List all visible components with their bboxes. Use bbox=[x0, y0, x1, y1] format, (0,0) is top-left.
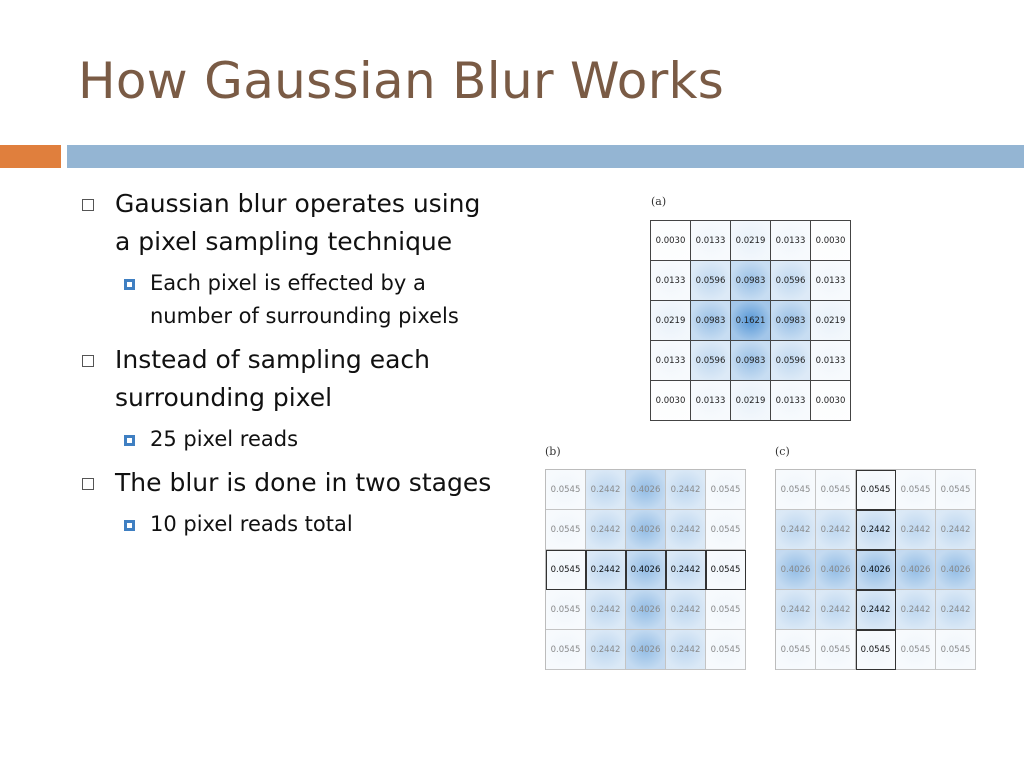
grid-b-cell: 0.0545 bbox=[546, 590, 586, 630]
grid-a-cell: 0.0030 bbox=[651, 381, 691, 421]
grid-a-cell: 0.0983 bbox=[691, 301, 731, 341]
grid-c-cell: 0.4026 bbox=[816, 550, 856, 590]
grid-b-cell: 0.0545 bbox=[706, 630, 746, 670]
grid-b-cell: 0.2442 bbox=[586, 550, 626, 590]
grid-c-cell: 0.4026 bbox=[896, 550, 936, 590]
grid-a-cell: 0.0133 bbox=[691, 221, 731, 261]
grid-c-cell: 0.2442 bbox=[816, 510, 856, 550]
grid-b-cell: 0.0545 bbox=[546, 550, 586, 590]
grid-b-cell: 0.0545 bbox=[706, 550, 746, 590]
sub-bullet-text: Each pixel is effected by a number of surrounding pixels bbox=[150, 271, 459, 328]
grid-a-cell: 0.0133 bbox=[811, 341, 851, 381]
grid-c-cell: 0.0545 bbox=[936, 470, 976, 510]
grid-c-cell: 0.2442 bbox=[896, 590, 936, 630]
grid-a-cell: 0.1621 bbox=[731, 301, 771, 341]
grid-b-cell: 0.4026 bbox=[626, 590, 666, 630]
grid-c-cell: 0.0545 bbox=[896, 470, 936, 510]
grid-c-cell: 0.2442 bbox=[936, 510, 976, 550]
grid-a-cell: 0.0219 bbox=[731, 381, 771, 421]
sub-bullet-item bbox=[120, 423, 500, 456]
grid-b-cell: 0.2442 bbox=[666, 550, 706, 590]
grid-a-cell: 0.0030 bbox=[651, 221, 691, 261]
grid-a-cell: 0.0133 bbox=[811, 261, 851, 301]
title-accent-bar-orange bbox=[0, 145, 61, 168]
grid-c-cell: 0.2442 bbox=[776, 590, 816, 630]
figure-a-label: (a) bbox=[651, 195, 667, 208]
slide-title: How Gaussian Blur Works bbox=[78, 52, 725, 110]
grid-b-cell: 0.2442 bbox=[586, 510, 626, 550]
grid-a-cell: 0.0596 bbox=[691, 341, 731, 381]
grid-a-cell: 0.0030 bbox=[811, 381, 851, 421]
figure-b-label: (b) bbox=[545, 445, 561, 458]
grid-c-cell: 0.2442 bbox=[936, 590, 976, 630]
grid-a-cell: 0.0219 bbox=[811, 301, 851, 341]
grid-a-cell: 0.0596 bbox=[691, 261, 731, 301]
bullet-list bbox=[80, 185, 500, 549]
sub-bullet-text: 10 pixel reads total bbox=[150, 512, 353, 536]
grid-c-cell: 0.2442 bbox=[856, 510, 896, 550]
grid-c-cell: 0.0545 bbox=[816, 470, 856, 510]
square-sub-bullet-icon bbox=[124, 520, 135, 531]
grid-b-cell: 0.0545 bbox=[546, 510, 586, 550]
grid-a-cell: 0.0983 bbox=[731, 261, 771, 301]
grid-c-cell: 0.4026 bbox=[776, 550, 816, 590]
grid-c-cell: 0.4026 bbox=[856, 550, 896, 590]
grid-b-cell: 0.2442 bbox=[586, 470, 626, 510]
grid-c-cell: 0.0545 bbox=[816, 630, 856, 670]
bullet-text: Gaussian blur operates using a pixel sampling technique bbox=[115, 189, 481, 256]
grid-b-cell: 0.0545 bbox=[546, 630, 586, 670]
title-accent-bar-blue bbox=[67, 145, 1024, 168]
grid-c-cell: 0.4026 bbox=[936, 550, 976, 590]
grid-b-cell: 0.4026 bbox=[626, 470, 666, 510]
kernel-grid-a bbox=[650, 220, 851, 421]
grid-a-cell: 0.0219 bbox=[731, 221, 771, 261]
grid-a-cell: 0.0030 bbox=[811, 221, 851, 261]
bullet-item bbox=[80, 464, 500, 502]
grid-c-cell: 0.0545 bbox=[856, 630, 896, 670]
grid-a-cell: 0.0596 bbox=[771, 261, 811, 301]
grid-c-cell: 0.2442 bbox=[776, 510, 816, 550]
grid-b-cell: 0.2442 bbox=[586, 590, 626, 630]
sub-bullet-item bbox=[120, 267, 500, 333]
square-bullet-icon bbox=[82, 355, 94, 367]
grid-b-cell: 0.4026 bbox=[626, 510, 666, 550]
grid-b-cell: 0.0545 bbox=[706, 470, 746, 510]
grid-a-cell: 0.0133 bbox=[771, 381, 811, 421]
grid-b-cell: 0.2442 bbox=[666, 630, 706, 670]
grid-c-cell: 0.0545 bbox=[896, 630, 936, 670]
grid-a-cell: 0.0133 bbox=[771, 221, 811, 261]
grid-b-cell: 0.2442 bbox=[586, 630, 626, 670]
grid-a-cell: 0.0133 bbox=[691, 381, 731, 421]
grid-a-cell: 0.0133 bbox=[651, 261, 691, 301]
grid-c-cell: 0.0545 bbox=[776, 470, 816, 510]
grid-c-cell: 0.2442 bbox=[896, 510, 936, 550]
grid-b-cell: 0.2442 bbox=[666, 470, 706, 510]
grid-b-cell: 0.4026 bbox=[626, 550, 666, 590]
bullet-text: The blur is done in two stages bbox=[115, 468, 492, 497]
grid-c-cell: 0.0545 bbox=[936, 630, 976, 670]
grid-b-cell: 0.4026 bbox=[626, 630, 666, 670]
kernel-grid-b bbox=[545, 469, 746, 670]
grid-a-cell: 0.0133 bbox=[651, 341, 691, 381]
grid-c-cell: 0.2442 bbox=[856, 590, 896, 630]
square-bullet-icon bbox=[82, 199, 94, 211]
grid-b-cell: 0.0545 bbox=[546, 470, 586, 510]
grid-c-cell: 0.0545 bbox=[776, 630, 816, 670]
sub-bullet-item bbox=[120, 508, 500, 541]
sub-bullet-text: 25 pixel reads bbox=[150, 427, 299, 451]
bullet-item bbox=[80, 185, 500, 261]
figure-c-label: (c) bbox=[775, 445, 790, 458]
bullet-text: Instead of sampling each surrounding pixel bbox=[115, 345, 431, 412]
grid-b-cell: 0.0545 bbox=[706, 590, 746, 630]
grid-b-cell: 0.2442 bbox=[666, 510, 706, 550]
square-bullet-icon bbox=[82, 478, 94, 490]
grid-c-cell: 0.2442 bbox=[816, 590, 856, 630]
grid-a-cell: 0.0219 bbox=[651, 301, 691, 341]
grid-a-cell: 0.0983 bbox=[731, 341, 771, 381]
grid-a-cell: 0.0983 bbox=[771, 301, 811, 341]
grid-c-cell: 0.0545 bbox=[856, 470, 896, 510]
kernel-grid-c bbox=[775, 469, 976, 670]
grid-a-cell: 0.0596 bbox=[771, 341, 811, 381]
bullet-item bbox=[80, 341, 500, 417]
square-sub-bullet-icon bbox=[124, 279, 135, 290]
grid-b-cell: 0.0545 bbox=[706, 510, 746, 550]
square-sub-bullet-icon bbox=[124, 435, 135, 446]
grid-b-cell: 0.2442 bbox=[666, 590, 706, 630]
